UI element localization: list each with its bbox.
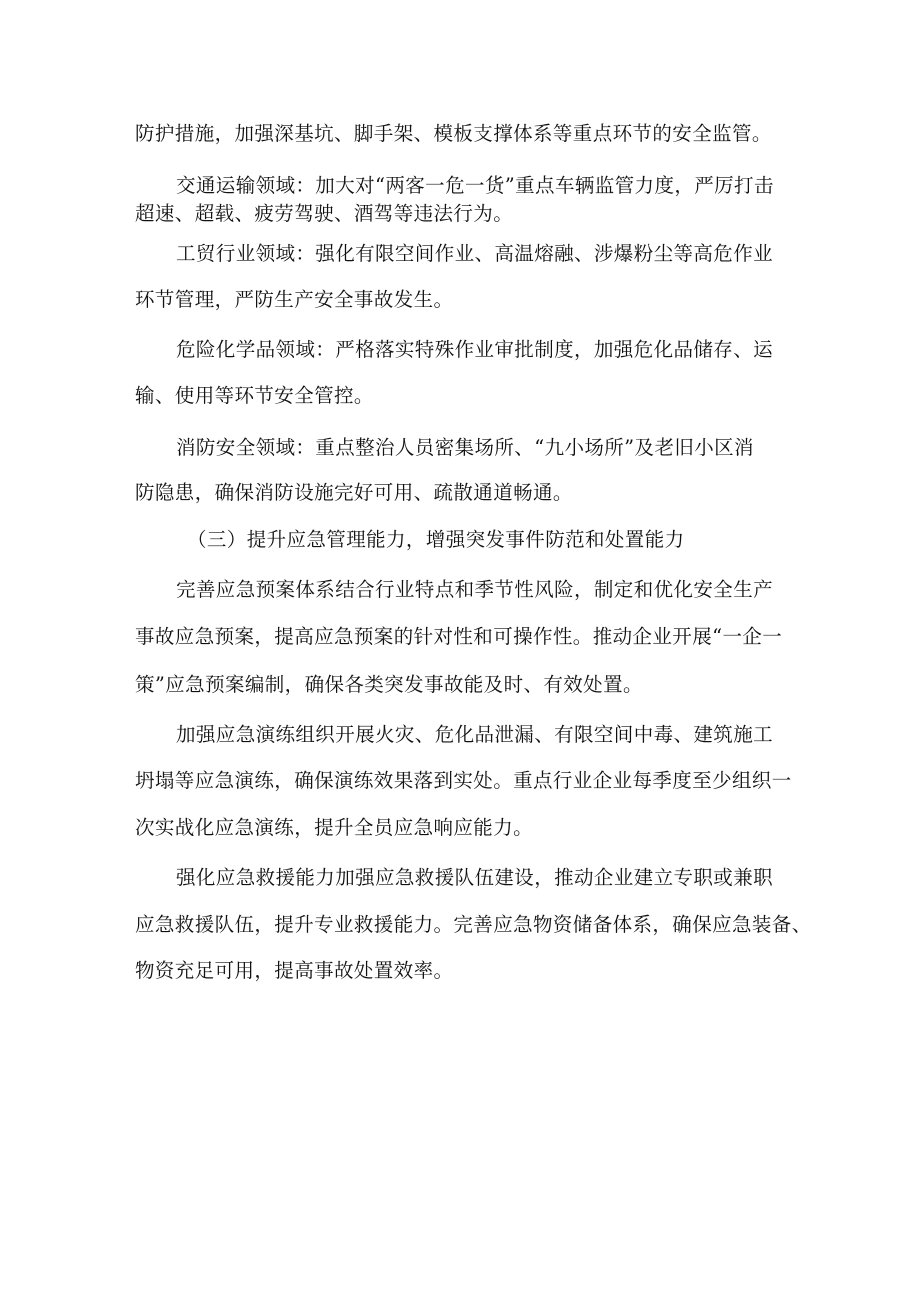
paragraph-rescue-line-2: 应急救援队伍，提升专业救援能力。完善应急物资储备体系，确保应急装备、 <box>135 913 812 936</box>
body-text-line: 防护措施，加强深基坑、脚手架、模板支撑体系等重点环节的安全监管。 <box>135 122 772 145</box>
paragraph-drills-line-3: 次实战化应急演练，提升全员应急响应能力。 <box>135 816 534 839</box>
paragraph-plans-line-2: 事故应急预案，提高应急预案的针对性和可操作性。推动企业开展“一企一 <box>135 625 783 648</box>
section-heading: （三）提升应急管理能力，增强突发事件防范和处置能力 <box>187 528 685 551</box>
paragraph-rescue-line-1: 强化应急救援能力加强应急救援队伍建设，推动企业建立专职或兼职 <box>176 866 774 889</box>
paragraph-industry-line-2: 环节管理，严防生产安全事故发生。 <box>135 288 454 311</box>
paragraph-transport-line-2: 超速、超载、疲劳驾驶、酒驾等违法行为。 <box>135 202 514 225</box>
paragraph-plans-line-3: 策”应急预案编制，确保各类突发事故能及时、有效处置。 <box>135 673 643 696</box>
paragraph-industry-line-1: 工贸行业领域：强化有限空间作业、高温熔融、涉爆粉尘等高危作业 <box>176 242 774 265</box>
paragraph-rescue-line-3: 物资充足可用，提高事故处置效率。 <box>135 959 454 982</box>
paragraph-chemicals-line-1: 危险化学品领域：严格落实特殊作业审批制度，加强危化品储存、运 <box>176 338 774 361</box>
paragraph-chemicals-line-2: 输、使用等环节安全管控。 <box>135 384 374 407</box>
paragraph-drills-line-2: 坍塌等应急演练，确保演练效果落到实处。重点行业企业每季度至少组织一 <box>135 769 792 792</box>
paragraph-fire-line-2: 防隐患，确保消防设施完好可用、疏散通道畅通。 <box>135 481 573 504</box>
paragraph-transport-line-1: 交通运输领域：加大对“两客一危一货”重点车辆监管力度，严厉打击 <box>176 174 774 197</box>
paragraph-plans-line-1: 完善应急预案体系结合行业特点和季节性风险，制定和优化安全生产 <box>176 578 774 601</box>
paragraph-drills-line-1: 加强应急演练组织开展火灾、危化品泄漏、有限空间中毒、建筑施工 <box>176 723 774 746</box>
paragraph-fire-line-1: 消防安全领域：重点整治人员密集场所、“九小场所”及老旧小区消 <box>176 436 754 459</box>
